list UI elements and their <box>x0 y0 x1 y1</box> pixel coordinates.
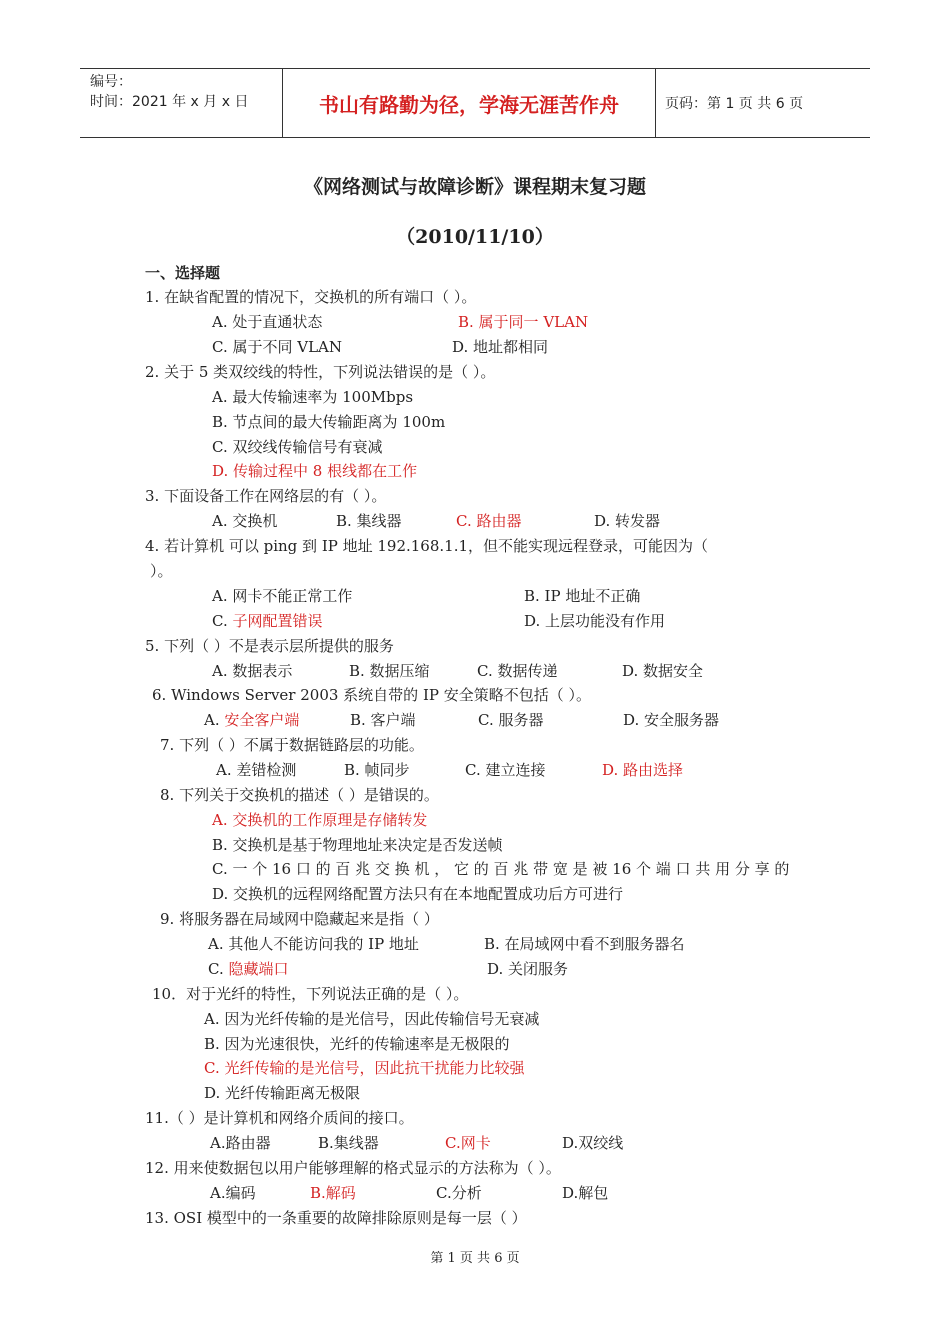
line-text: B. 集线器 <box>336 512 402 530</box>
question-line <box>216 759 296 780</box>
answer-text: B. 属于同一 VLAN <box>458 313 589 331</box>
header-meta-cell <box>80 69 282 137</box>
question-line <box>145 485 386 506</box>
motto: 书山有路勤为径，学海无涯苦作舟 <box>282 69 656 137</box>
line-text: A. 因为光纤传输的是光信号，因此传输信号无衰减 <box>204 1010 540 1028</box>
question-line <box>145 535 708 556</box>
question-line <box>145 361 495 382</box>
question-line <box>456 510 521 531</box>
question-line <box>465 759 545 780</box>
question-line <box>145 1207 527 1228</box>
line-text: A. 交换机 <box>212 512 278 530</box>
header-table <box>80 68 870 138</box>
question-line <box>594 510 660 531</box>
question-line <box>212 883 623 904</box>
answer-text: C. 路由器 <box>456 512 522 530</box>
question-line <box>145 286 476 307</box>
question-line <box>310 1182 356 1203</box>
question-line <box>487 958 568 979</box>
line-text: ）。 <box>150 562 173 580</box>
question-line <box>622 660 703 681</box>
answer-text: 隐藏端口 <box>228 960 289 978</box>
question-line <box>623 709 719 730</box>
question-line <box>160 734 424 755</box>
line-text: A. <box>204 711 225 729</box>
line-text: D. 关闭服务 <box>487 960 569 978</box>
line-text: D. 光纤传输距离无极限 <box>204 1084 361 1102</box>
line-text: D. 数据安全 <box>622 662 704 680</box>
question-line <box>436 1182 482 1203</box>
line-text: 1. 在缺省配置的情况下，交换机的所有端口（ ）。 <box>145 288 477 306</box>
question-line <box>212 510 277 531</box>
section-heading: 一、选择题 <box>145 264 221 282</box>
line-text: C. 服务器 <box>478 711 544 729</box>
line-text: C. 属于不同 VLAN <box>212 338 342 356</box>
question-line <box>208 933 419 954</box>
question-line <box>562 1132 623 1153</box>
question-line <box>458 311 588 332</box>
line-text: 11.（ ）是计算机和网络介质间的接口。 <box>145 1109 414 1127</box>
question-line <box>212 858 789 879</box>
question-line <box>152 983 468 1004</box>
answer-text: B.解码 <box>310 1184 356 1202</box>
answer-text: D. 路由选择 <box>602 761 684 779</box>
line-text: D.双绞线 <box>562 1134 624 1152</box>
line-text: B. 因为光速很快，光纤的传输速率是无极限的 <box>204 1035 510 1053</box>
line-text: A. 差错检测 <box>216 761 297 779</box>
line-text: 13. OSI 模型中的一条重要的故障排除原则是每一层（ ） <box>145 1209 527 1227</box>
question-line <box>212 809 427 830</box>
question-line <box>349 660 430 681</box>
question-line <box>452 336 548 357</box>
question-line <box>145 635 394 656</box>
question-line <box>212 311 322 332</box>
question-line <box>212 460 417 481</box>
question-line <box>477 660 557 681</box>
answer-text: C. 光纤传输的是光信号，因此抗干扰能力比较强 <box>204 1059 525 1077</box>
question-line <box>145 1157 561 1178</box>
question-line <box>208 958 289 979</box>
line-text: D. 转发器 <box>594 512 661 530</box>
question-line <box>336 510 402 531</box>
answer-text: 安全客户端 <box>224 711 300 729</box>
line-text: B. 帧同步 <box>344 761 410 779</box>
line-text: C. <box>208 960 229 978</box>
page-info: 页码：第 1 页 共 6 页 <box>665 96 804 112</box>
question-line <box>160 908 439 929</box>
line-text: B. 交换机是基于物理地址来决定是否发送帧 <box>212 836 503 854</box>
answer-text: D. 传输过程中 8 根线都在工作 <box>212 462 418 480</box>
question-line <box>212 411 445 432</box>
line-text: B. IP 地址不正确 <box>524 587 641 605</box>
line-text: 10．对于光纤的特性，下列说法正确的是（ ）。 <box>152 985 469 1003</box>
line-text: B. 在局域网中看不到服务器名 <box>484 935 685 953</box>
line-text: 4. 若计算机 可以 ping 到 IP 地址 192.168.1.1，但不能实现远程登录，可能因为（ <box>145 537 709 555</box>
question-line <box>212 834 503 855</box>
line-text: A.编码 <box>210 1184 256 1202</box>
question-line <box>210 1182 256 1203</box>
line-text: C. <box>212 612 233 630</box>
line-text: C. 数据传递 <box>477 662 558 680</box>
question-line <box>145 1107 414 1128</box>
line-text: 7. 下列（ ）不属于数据链路层的功能。 <box>160 736 424 754</box>
date-label: 时间：2021 年 x 月 x 日 <box>90 94 249 110</box>
question-line <box>524 585 640 606</box>
question-line <box>344 759 410 780</box>
question-line <box>484 933 685 954</box>
answer-text: C.网卡 <box>445 1134 491 1152</box>
line-text: 3. 下面设备工作在网络层的有（ ）。 <box>145 487 387 505</box>
question-line <box>204 1008 539 1029</box>
line-text: A.路由器 <box>210 1134 271 1152</box>
line-text: C. 一 个 16 口 的 百 兆 交 换 机 ， 它 的 百 兆 带 宽 是 被 16 个 端 口 共 用 分 享 的 <box>212 860 790 878</box>
doc-title: 《网络测试与故障诊断》课程期末复习题 <box>303 176 646 198</box>
line-text: 5. 下列（ ）不是表示层所提供的服务 <box>145 637 394 655</box>
line-text: B. 客户端 <box>350 711 416 729</box>
question-line <box>478 709 543 730</box>
line-text: 2. 关于 5 类双绞线的特性，下列说法错误的是（ ）。 <box>145 363 496 381</box>
line-text: C.分析 <box>436 1184 482 1202</box>
question-line <box>204 709 299 730</box>
line-text: 6. Windows Server 2003 系统自带的 IP 安全策略不包括（ ）。 <box>152 686 592 704</box>
question-line <box>562 1182 608 1203</box>
line-text: 8. 下列关于交换机的描述（ ）是错误的。 <box>160 786 439 804</box>
question-line <box>152 684 591 705</box>
question-line <box>204 1033 510 1054</box>
answer-text: 子网配置错误 <box>232 612 323 630</box>
question-line <box>445 1132 491 1153</box>
line-text: B. 数据压缩 <box>349 662 430 680</box>
line-text: C. 双绞线传输信号有衰减 <box>212 438 383 456</box>
question-line <box>524 610 665 631</box>
question-line <box>602 759 683 780</box>
line-text: D. 上层功能没有作用 <box>524 612 666 630</box>
line-text: A. 其他人不能访问我的 IP 地址 <box>208 935 419 953</box>
question-line <box>212 436 382 457</box>
question-line <box>318 1132 379 1153</box>
question-line <box>204 1082 360 1103</box>
question-line <box>150 560 173 581</box>
doc-date: （2010/11/10） <box>396 226 554 248</box>
line-text: D. 地址都相同 <box>452 338 549 356</box>
question-line <box>212 386 413 407</box>
line-text: D. 交换机的远程网络配置方法只有在本地配置成功后方可进行 <box>212 885 624 903</box>
line-text: D.解包 <box>562 1184 609 1202</box>
page-footer: 第 1 页 共 6 页 <box>430 1251 520 1266</box>
line-text: 12. 用来使数据包以用户能够理解的格式显示的方法称为（ ）。 <box>145 1159 561 1177</box>
question-line <box>204 1057 524 1078</box>
line-text: A. 网卡不能正常工作 <box>212 587 353 605</box>
question-line <box>212 585 352 606</box>
line-text: B. 节点间的最大传输距离为 100m <box>212 413 446 431</box>
question-line <box>210 1132 271 1153</box>
line-text: A. 处于直通状态 <box>212 313 323 331</box>
question-line <box>350 709 416 730</box>
question-line <box>212 660 292 681</box>
id-label: 编号： <box>90 74 132 90</box>
line-text: A. 最大传输速率为 100Mbps <box>212 388 414 406</box>
question-line <box>212 610 323 631</box>
line-text: D. 安全服务器 <box>623 711 720 729</box>
answer-text: A. 交换机的工作原理是存储转发 <box>212 811 428 829</box>
line-text: A. 数据表示 <box>212 662 293 680</box>
question-line <box>160 784 439 805</box>
line-text: C. 建立连接 <box>465 761 546 779</box>
question-line <box>212 336 342 357</box>
line-text: B.集线器 <box>318 1134 379 1152</box>
line-text: 9. 将服务器在局域网中隐藏起来是指（ ） <box>160 910 439 928</box>
